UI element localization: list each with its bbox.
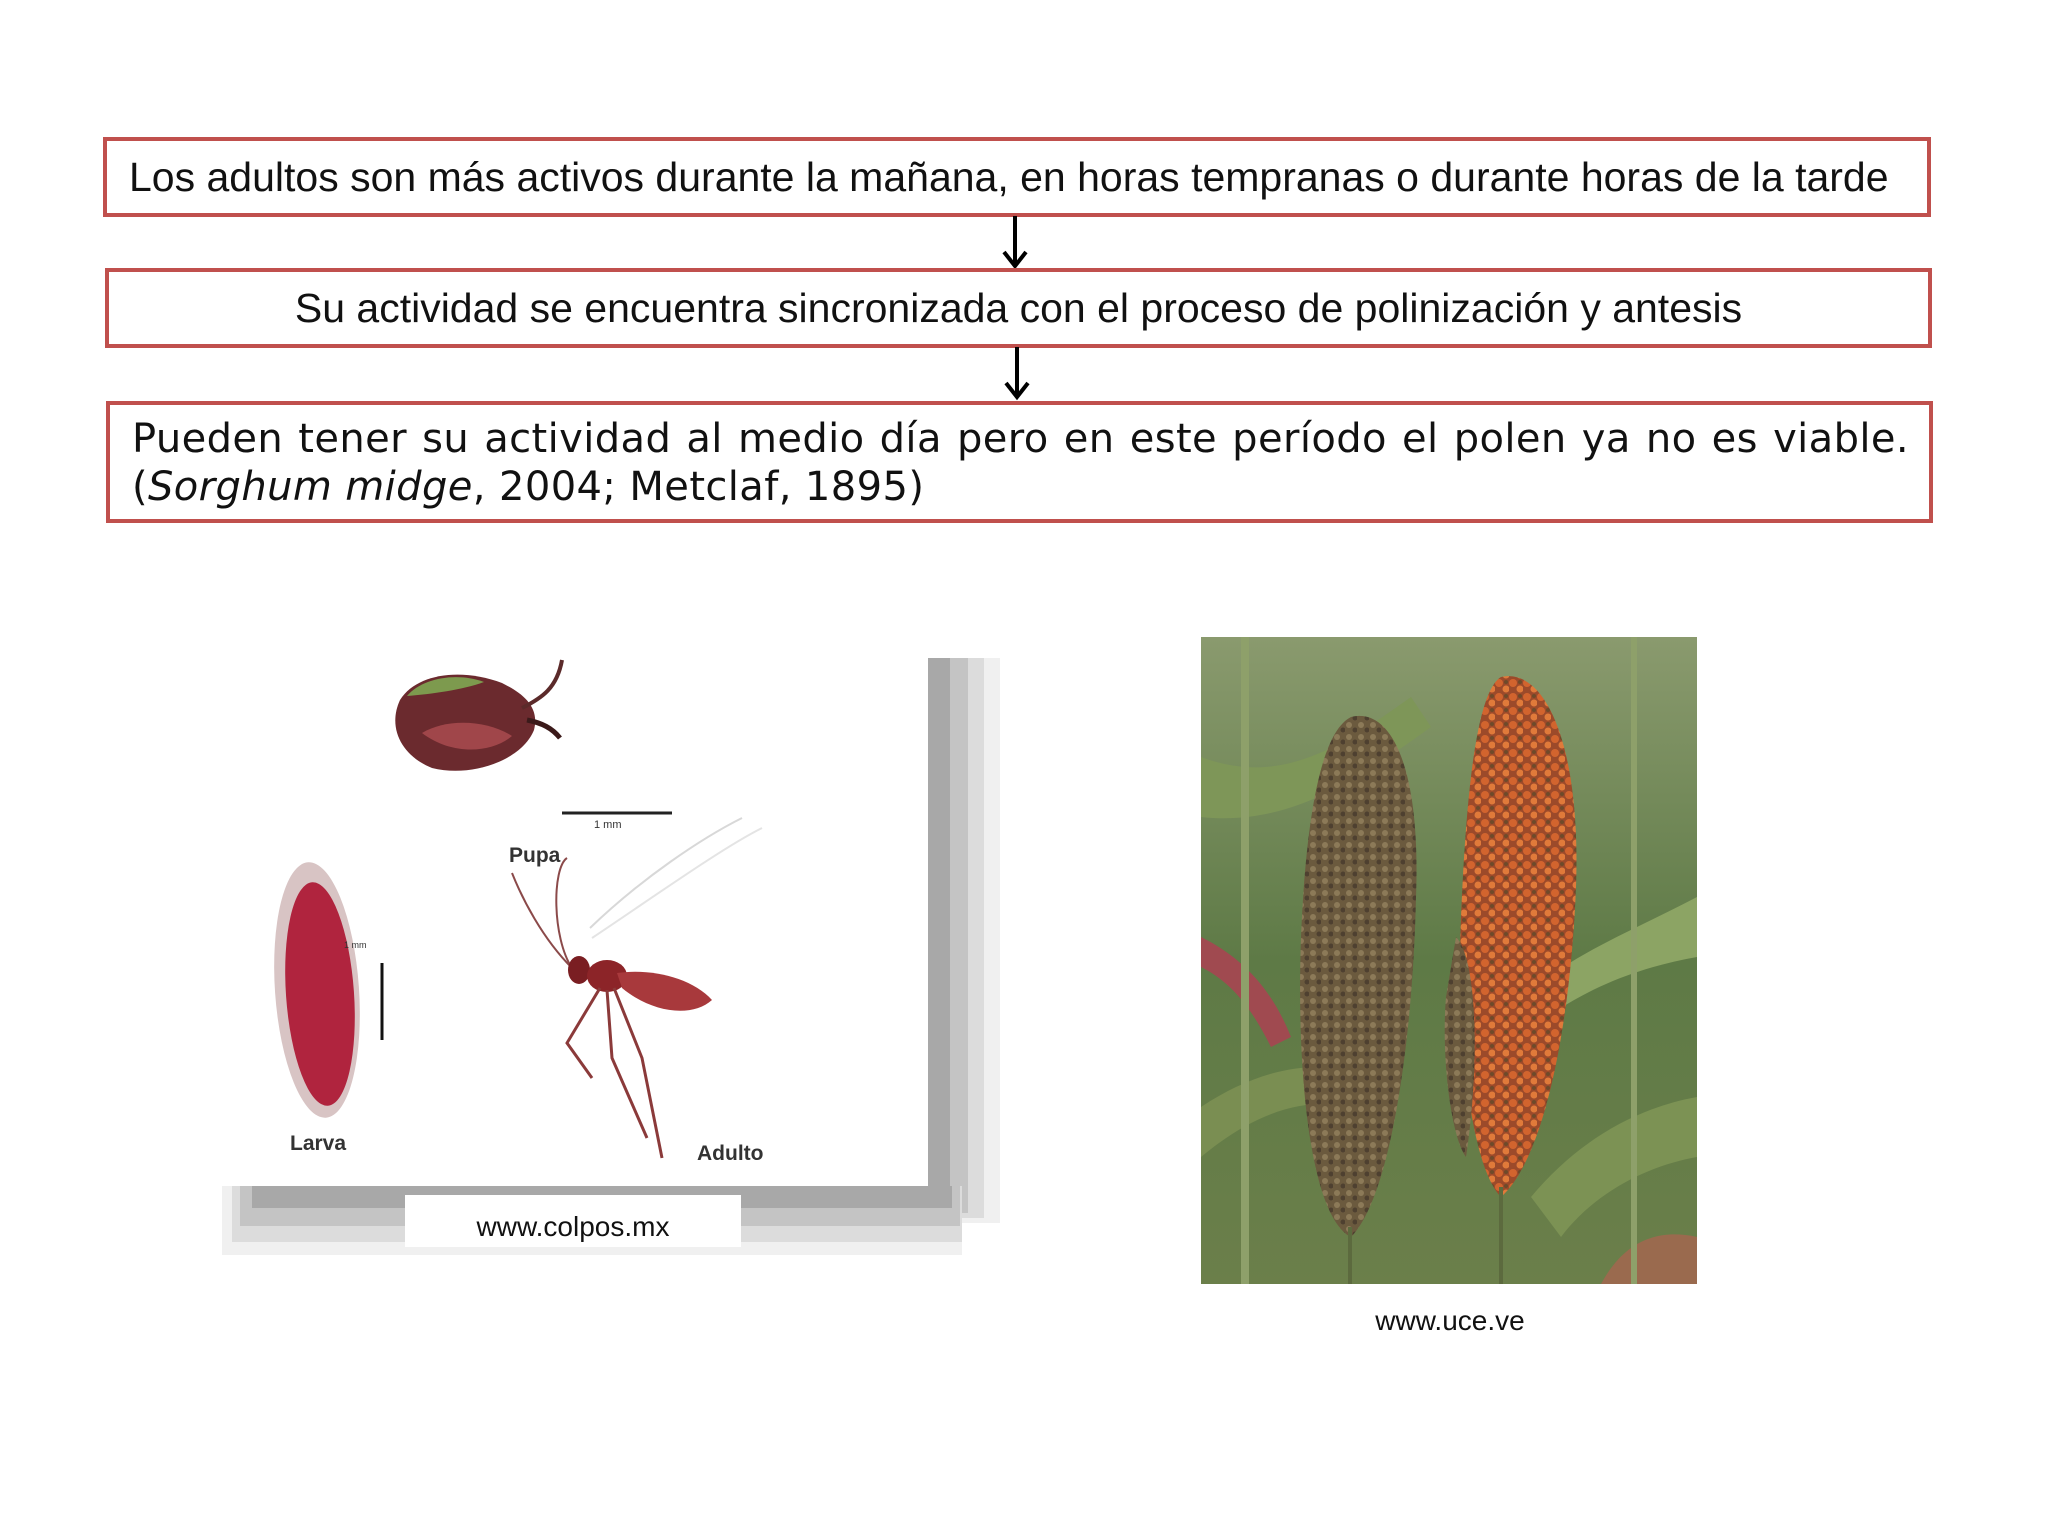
larva-label: Larva [290,1132,347,1155]
life-stages-drawing [222,638,928,1186]
flow-box-1 [103,137,1931,217]
down-arrow-1 [1000,216,1030,272]
pupa-label: Pupa [509,844,561,867]
flow-box-2-text: Su actividad se encuentra sincronizada con el proceso de polinización y antesis [294,285,1743,331]
pupa-image [395,660,672,867]
larva-scale-label: 1 mm [344,940,367,950]
flow-box-3-citation-italic: Sorghum midge [148,464,473,510]
figure-right-caption: www.uce.ve [1375,1305,1525,1336]
life-stages-figure [222,638,928,1186]
flow-box-3-part2: , 2004; Metclaf, 1895) [472,464,925,510]
flow-box-3 [106,401,1933,523]
adult-midge-image [512,818,763,1165]
flow-box-3-text [132,415,1909,511]
flow-box-1-text: Los adultos son más activos durante la mañana, en horas tempranas o durante horas de la tarde [129,154,1889,200]
flow-box-3-part1: Pueden tener su actividad al medio día pero en este período el polen ya no es viable. ( [132,416,1909,510]
adult-label: Adulto [697,1142,764,1165]
sorghum-photo [1201,637,1697,1284]
down-arrow-2 [1002,347,1032,403]
larva-image [266,859,382,1155]
flow-box-2 [105,268,1932,348]
figure-left-caption: www.colpos.mx [405,1195,741,1247]
pupa-scale-label: 1 mm [594,819,622,831]
